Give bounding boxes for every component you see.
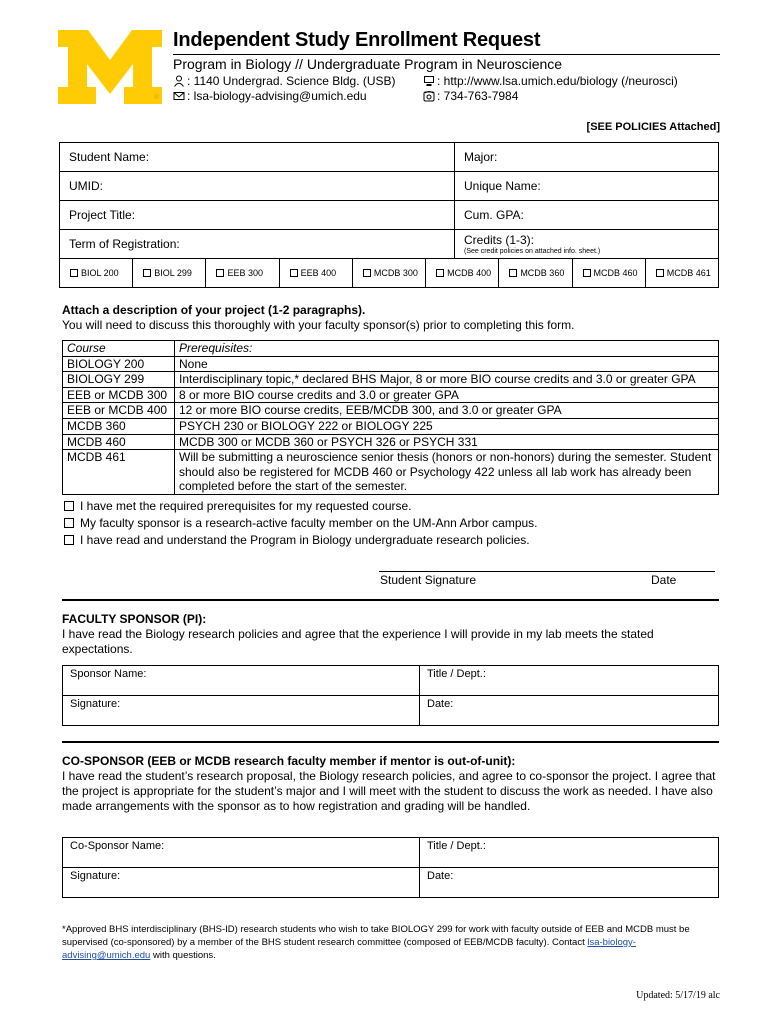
policies-note: [SEE POLICIES Attached] xyxy=(586,121,720,133)
co-sponsor-name-field[interactable]: Co-Sponsor Name: xyxy=(63,838,420,868)
co-sponsor-table xyxy=(62,837,719,898)
course-cell: BIOLOGY 299 xyxy=(63,372,175,388)
prereq-cell: 12 or more BIO course credits, EEB/MCDB 300, and 3.0 or greater GPA xyxy=(175,403,719,419)
table-row xyxy=(63,450,719,495)
major-field[interactable]: Major: xyxy=(455,143,719,172)
table-row xyxy=(63,434,719,450)
address-text: : 1140 Undergrad. Science Bldg. (USB) xyxy=(187,74,396,88)
page-subtitle: Program in Biology // Undergraduate Program in Neuroscience xyxy=(173,56,563,72)
prereq-cell: None xyxy=(175,356,719,372)
sponsor-signature-field[interactable]: Signature: xyxy=(63,696,420,726)
course-cell: BIOLOGY 200 xyxy=(63,356,175,372)
phone-text: : 734-763-7984 xyxy=(437,89,519,103)
sponsor-title-field[interactable]: Title / Dept.: xyxy=(420,666,719,696)
website-text[interactable]: : http://www.lsa.umich.edu/biology (/neurosci) xyxy=(437,74,678,88)
phone-icon xyxy=(423,90,435,102)
prereq-cell: Will be submitting a neuroscience senior thesis (honors or non-honors) during the semester. Student should also be registered for MCDB 460 or Psychology 422 unless all lab work has already been completed before the start of the semester. xyxy=(175,450,719,495)
prereq-cell: MCDB 300 or MCDB 360 or PSYCH 326 or PSYCH 331 xyxy=(175,434,719,450)
attach-heading: Attach a description of your project (1-2 paragraphs). xyxy=(62,303,366,317)
section-divider xyxy=(62,599,719,601)
course-cell: MCDB 461 xyxy=(63,450,175,495)
checkbox[interactable] xyxy=(143,269,151,277)
term-field[interactable]: Term of Registration: xyxy=(60,230,455,259)
table-row xyxy=(63,387,719,403)
checklist-item[interactable]: I have met the required prerequisites for my requested course. xyxy=(64,497,538,514)
checkbox[interactable] xyxy=(436,269,444,277)
umid-field[interactable]: UMID: xyxy=(60,172,455,201)
co-sponsor-text: I have read the student’s research proposal, the Biology research policies, and agree to co-sponsor the project. I agree that the project is appropriate for the student’s major and I will meet with the student to discuss the work as needed. I have also made arrangements with the sponsor as to how registration and grading will be handled. xyxy=(62,769,716,813)
sponsor-name-field[interactable]: Sponsor Name: xyxy=(63,666,420,696)
phone-line xyxy=(423,89,518,103)
co-sponsor-signature-field[interactable]: Signature: xyxy=(63,868,420,898)
checkbox[interactable] xyxy=(64,518,74,528)
email-line xyxy=(173,89,367,103)
registered-mark: ® xyxy=(154,94,160,101)
checkbox[interactable] xyxy=(509,269,517,277)
course-cell: EEB or MCDB 400 xyxy=(63,403,175,419)
co-sponsor-title-field[interactable]: Title / Dept.: xyxy=(420,838,719,868)
checkbox[interactable] xyxy=(363,269,371,277)
faculty-sponsor-heading: FACULTY SPONSOR (PI): xyxy=(62,612,207,626)
student-signature-line[interactable] xyxy=(379,571,715,572)
acknowledgement-checklist xyxy=(64,497,538,548)
faculty-sponsor-table xyxy=(62,665,719,726)
checkbox[interactable] xyxy=(64,501,74,511)
section-divider xyxy=(62,741,719,743)
prereq-cell: PSYCH 230 or BIOLOGY 222 or BIOLOGY 225 xyxy=(175,418,719,434)
table-row xyxy=(63,418,719,434)
footnote: *Approved BHS interdisciplinary (BHS-ID) research students who wish to take BIOLOGY 299 for work with faculty outside of EEB and MCDB must be supervised (co-sponsored) by a member of the BHS student research committee (composed of EEB/MCDB faculty). Contact lsa-biology-advising@umich.edu with questions. xyxy=(62,924,690,961)
course-cell: MCDB 360 xyxy=(63,418,175,434)
university-logo xyxy=(58,30,162,104)
prerequisites-table xyxy=(62,340,719,495)
website-line xyxy=(423,74,678,88)
co-sponsor-date-field[interactable]: Date: xyxy=(420,868,719,898)
student-name-field[interactable]: Student Name: xyxy=(60,143,455,172)
updated-date: Updated: 5/17/19 alc xyxy=(636,990,720,1001)
course-option[interactable]: MCDB 360 xyxy=(499,259,572,287)
envelope-icon xyxy=(173,90,185,102)
course-option[interactable]: MCDB 300 xyxy=(353,259,426,287)
checklist-item[interactable]: I have read and understand the Program in Biology undergraduate research policies. xyxy=(64,531,538,548)
course-cell: EEB or MCDB 300 xyxy=(63,387,175,403)
advising-email-link[interactable]: lsa-biology-advising@umich.edu xyxy=(62,937,636,961)
course-cell: MCDB 460 xyxy=(63,434,175,450)
page-title: Independent Study Enrollment Request xyxy=(173,29,541,51)
email-text[interactable]: : lsa-biology-advising@umich.edu xyxy=(187,89,367,103)
student-info-table xyxy=(59,142,719,288)
credits-note: (See credit policies on attached info. sheet.) xyxy=(464,248,601,255)
credits-field[interactable] xyxy=(455,230,719,259)
course-option[interactable]: MCDB 461 xyxy=(646,259,718,287)
course-option[interactable]: EEB 400 xyxy=(280,259,353,287)
faculty-sponsor-text: I have read the Biology research policies and agree that the experience I will provide in my lab meets the stated expectations. xyxy=(62,627,654,656)
attach-text: You will need to discuss this thoroughly with your faculty sponsor(s) prior to completing this form. xyxy=(62,318,575,332)
checkbox[interactable] xyxy=(583,269,591,277)
title-divider xyxy=(173,54,720,55)
prereq-cell: Interdisciplinary topic,* declared BHS Major, 8 or more BIO course credits and 3.0 or greater GPA xyxy=(175,372,719,388)
course-header: Course xyxy=(63,341,175,357)
course-option[interactable]: BIOL 200 xyxy=(60,259,133,287)
table-row xyxy=(63,356,719,372)
unique-name-field[interactable]: Unique Name: xyxy=(455,172,719,201)
co-sponsor-heading: CO-SPONSOR (EEB or MCDB research faculty member if mentor is out-of-unit): xyxy=(62,754,516,768)
person-icon xyxy=(173,75,185,87)
computer-icon xyxy=(423,75,435,87)
course-option[interactable]: BIOL 299 xyxy=(133,259,206,287)
checkbox[interactable] xyxy=(70,269,78,277)
checklist-item[interactable]: My faculty sponsor is a research-active faculty member on the UM-Ann Arbor campus. xyxy=(64,514,538,531)
prereq-cell: 8 or more BIO course credits and 3.0 or greater GPA xyxy=(175,387,719,403)
student-date-label: Date xyxy=(651,573,677,587)
sponsor-date-field[interactable]: Date: xyxy=(420,696,719,726)
address-line xyxy=(173,74,396,88)
credits-label: Credits (1-3): xyxy=(464,233,535,247)
checkbox[interactable] xyxy=(64,535,74,545)
cum-gpa-field[interactable]: Cum. GPA: xyxy=(455,201,719,230)
project-title-field[interactable]: Project Title: xyxy=(60,201,455,230)
course-option[interactable]: MCDB 460 xyxy=(573,259,646,287)
checkbox[interactable] xyxy=(656,269,664,277)
checkbox[interactable] xyxy=(216,269,224,277)
course-select-row xyxy=(60,259,719,288)
table-row xyxy=(63,403,719,419)
prereq-header: Prerequisites: xyxy=(175,341,719,357)
table-row xyxy=(63,372,719,388)
student-signature-label: Student Signature xyxy=(380,573,477,587)
course-option[interactable]: MCDB 400 xyxy=(426,259,499,287)
checkbox[interactable] xyxy=(290,269,298,277)
table-header-row xyxy=(63,341,719,357)
course-option[interactable]: EEB 300 xyxy=(206,259,279,287)
